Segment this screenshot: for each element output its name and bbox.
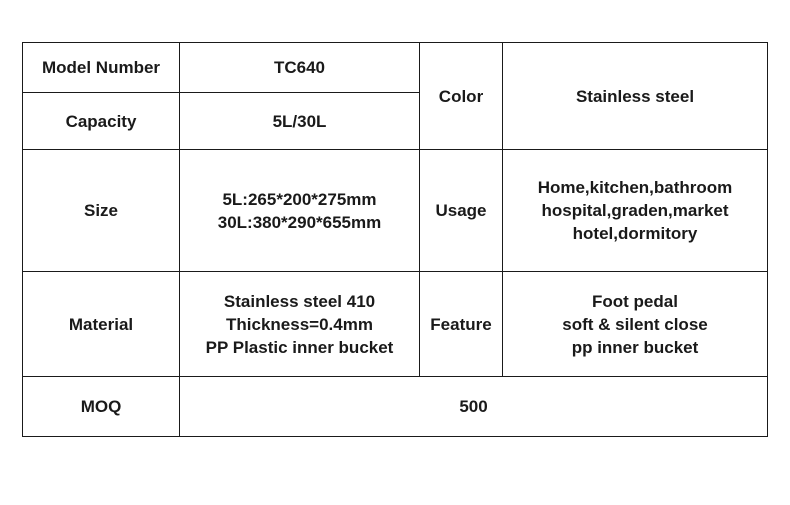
usage-value [503, 150, 768, 272]
table-row-size [23, 150, 768, 272]
feature-line: Foot pedal [592, 291, 678, 311]
capacity-value: 5L/30L [180, 93, 420, 150]
capacity-label: Capacity [23, 93, 180, 150]
size-label: Size [23, 150, 180, 272]
usage-line: hospital,graden,market [541, 201, 729, 220]
moq-label: MOQ [23, 377, 180, 437]
usage-label: Usage [420, 150, 503, 272]
feature-label: Feature [420, 272, 503, 377]
color-value: Stainless steel [503, 43, 768, 150]
size-line: 30L:380*290*655mm [217, 212, 382, 232]
color-label: Color [420, 43, 503, 150]
material-line: Stainless steel 410 [223, 291, 376, 311]
material-label: Material [23, 272, 180, 377]
usage-line: hotel,dormitory [572, 224, 698, 243]
size-value [180, 150, 420, 272]
moq-value: 500 [180, 377, 768, 437]
usage-line: Home,kitchen,bathroom [537, 178, 733, 197]
table-row-material [23, 272, 768, 377]
size-line: 5L:265*200*275mm [222, 189, 377, 209]
model-number-label: Model Number [23, 43, 180, 93]
table-row-model [23, 43, 768, 93]
feature-line: pp inner bucket [571, 337, 699, 357]
spec-table [22, 42, 768, 437]
feature-value [503, 272, 768, 377]
feature-line: soft & silent close [562, 314, 708, 334]
table-row-moq [23, 377, 768, 437]
material-line: PP Plastic inner bucket [205, 337, 394, 357]
material-value [180, 272, 420, 377]
material-line: Thickness=0.4mm [226, 314, 373, 334]
model-number-value: TC640 [180, 43, 420, 93]
